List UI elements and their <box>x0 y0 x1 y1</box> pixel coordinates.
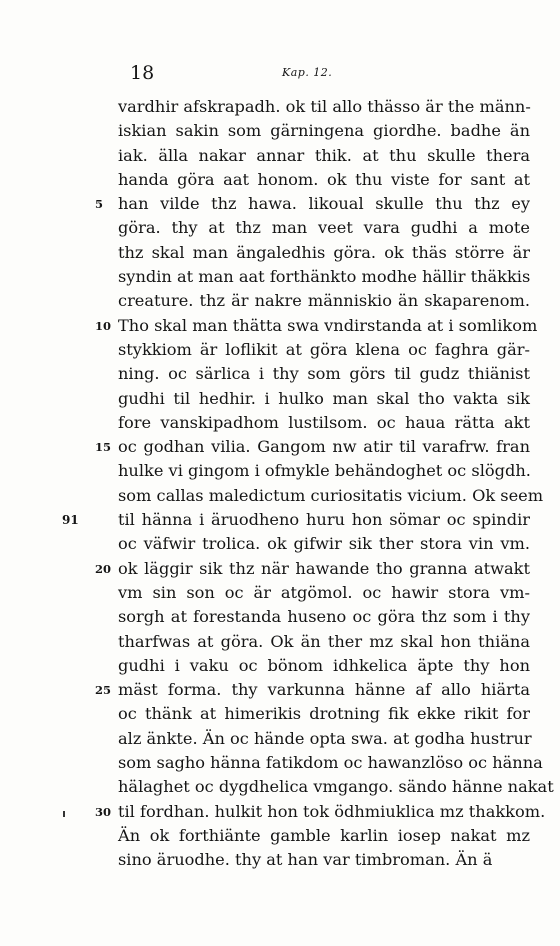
margin-mark <box>63 811 65 817</box>
line-text: til fordhan. hulkit hon tok ödhmiuklica mz thakkom. <box>118 801 546 821</box>
page-header <box>130 62 530 86</box>
text-line <box>0 534 560 558</box>
line-text: stykkiom är loflikit at göra klena oc faghra gär- <box>118 339 530 359</box>
line-text: fore vanskipadhom lustilsom. oc haua rätta akt <box>118 412 530 432</box>
text-line <box>0 656 560 680</box>
line-text: vm sin son oc är atgömol. oc hawir stora vm- <box>118 582 530 602</box>
line-text: hulke vi gingom i ofmykle behändoghet oc slögdh. <box>118 461 531 481</box>
text-line <box>0 461 560 485</box>
text-line <box>0 389 560 413</box>
text-line <box>0 802 560 826</box>
text-line <box>0 632 560 656</box>
text-line <box>0 218 560 242</box>
text-line <box>0 850 560 874</box>
text-line <box>0 291 560 315</box>
text-line <box>0 243 560 267</box>
text-line <box>0 704 560 728</box>
line-text: gudhi i vaku oc bönom idhkelica äpte thy hon <box>118 655 530 675</box>
text-line <box>0 194 560 218</box>
line-number: 25 <box>95 683 112 698</box>
line-text: tharfwas at göra. Ok än ther mz skal hon thiäna <box>118 631 530 651</box>
text-line <box>0 607 560 631</box>
text-line <box>0 559 560 583</box>
text-line <box>0 170 560 194</box>
text-body <box>0 97 560 875</box>
line-text: sino äruodhe. thy at han var timbroman. Än ä <box>118 850 493 870</box>
text-line <box>0 97 560 121</box>
line-text: han vilde thz hawa. likoual skulle thu thz ey <box>118 194 530 214</box>
line-number: 5 <box>95 197 104 212</box>
line-text: som callas maledictum curiositatis vicium. Ok seem <box>118 485 544 505</box>
line-text: til hänna i äruodheno huru hon sömar oc spindir <box>118 510 530 530</box>
line-text: ning. oc särlica i thy som görs til gudz thiänist <box>118 364 530 384</box>
text-line <box>0 680 560 704</box>
line-text: syndin at man aat forthänkto modhe hällir thäkkis <box>118 267 531 287</box>
line-number: 30 <box>95 804 112 819</box>
line-text: handa göra aat honom. ok thu viste for sant at <box>118 169 530 189</box>
text-line <box>0 777 560 801</box>
line-text: mäst forma. thy varkunna hänne af allo hiärta <box>118 680 530 700</box>
page-number: 18 <box>130 62 155 84</box>
line-text: sorgh at forestanda huseno oc göra thz som i thy <box>118 607 530 627</box>
text-line <box>0 729 560 753</box>
text-line <box>0 437 560 461</box>
line-text: gudhi til hedhir. i hulko man skal tho vakta sik <box>118 388 530 408</box>
line-text: oc väfwir trolica. ok gifwir sik ther stora vin vm. <box>118 534 530 554</box>
line-number: 10 <box>95 318 112 333</box>
line-text: göra. thy at thz man veet vara gudhi a mote <box>118 218 530 238</box>
line-text: alz änkte. Än oc hände opta swa. at godha hustrur <box>118 728 532 748</box>
line-text: thz skal man ängaledhis göra. ok thäs större är <box>118 242 530 262</box>
line-text: iskian sakin som gärningena giordhe. badhe än <box>118 121 530 141</box>
line-text: oc godhan vilia. Gangom nw atir til varafrw. fran <box>118 437 530 457</box>
line-text: oc thänk at himerikis drotning fik ekke rikit for <box>118 704 530 724</box>
line-text: hälaghet oc dygdhelica vmgango. sändo hänne nakat <box>118 777 554 797</box>
line-text: som sagho hänna fatikdom oc hawanzlöso oc hänna <box>118 753 543 773</box>
text-line <box>0 316 560 340</box>
text-line <box>0 583 560 607</box>
line-text: Än ok forthiänte gamble karlin iosep nakat mz <box>118 825 530 845</box>
chapter-heading: Kap. 12. <box>282 66 333 79</box>
line-text: ok läggir sik thz när hawande tho granna atwakt <box>118 558 530 578</box>
text-line <box>0 364 560 388</box>
margin-reference: 91 <box>62 513 79 528</box>
line-text: vardhir afskrapadh. ok til allo thässo är the männ- <box>118 97 531 116</box>
line-text: creature. thz är nakre människio än skaparenom. <box>118 291 530 311</box>
text-line <box>0 753 560 777</box>
text-line <box>0 340 560 364</box>
text-line <box>0 486 560 510</box>
text-line <box>0 413 560 437</box>
line-number: 15 <box>95 440 112 455</box>
text-line <box>0 146 560 170</box>
line-text: Tho skal man thätta swa vndirstanda at i somlikom <box>118 315 538 335</box>
text-line <box>0 121 560 145</box>
line-number: 20 <box>95 561 112 576</box>
line-text: iak. älla nakar annar thik. at thu skulle thera <box>118 145 530 165</box>
text-line <box>0 510 560 534</box>
text-line <box>0 826 560 850</box>
text-line <box>0 267 560 291</box>
